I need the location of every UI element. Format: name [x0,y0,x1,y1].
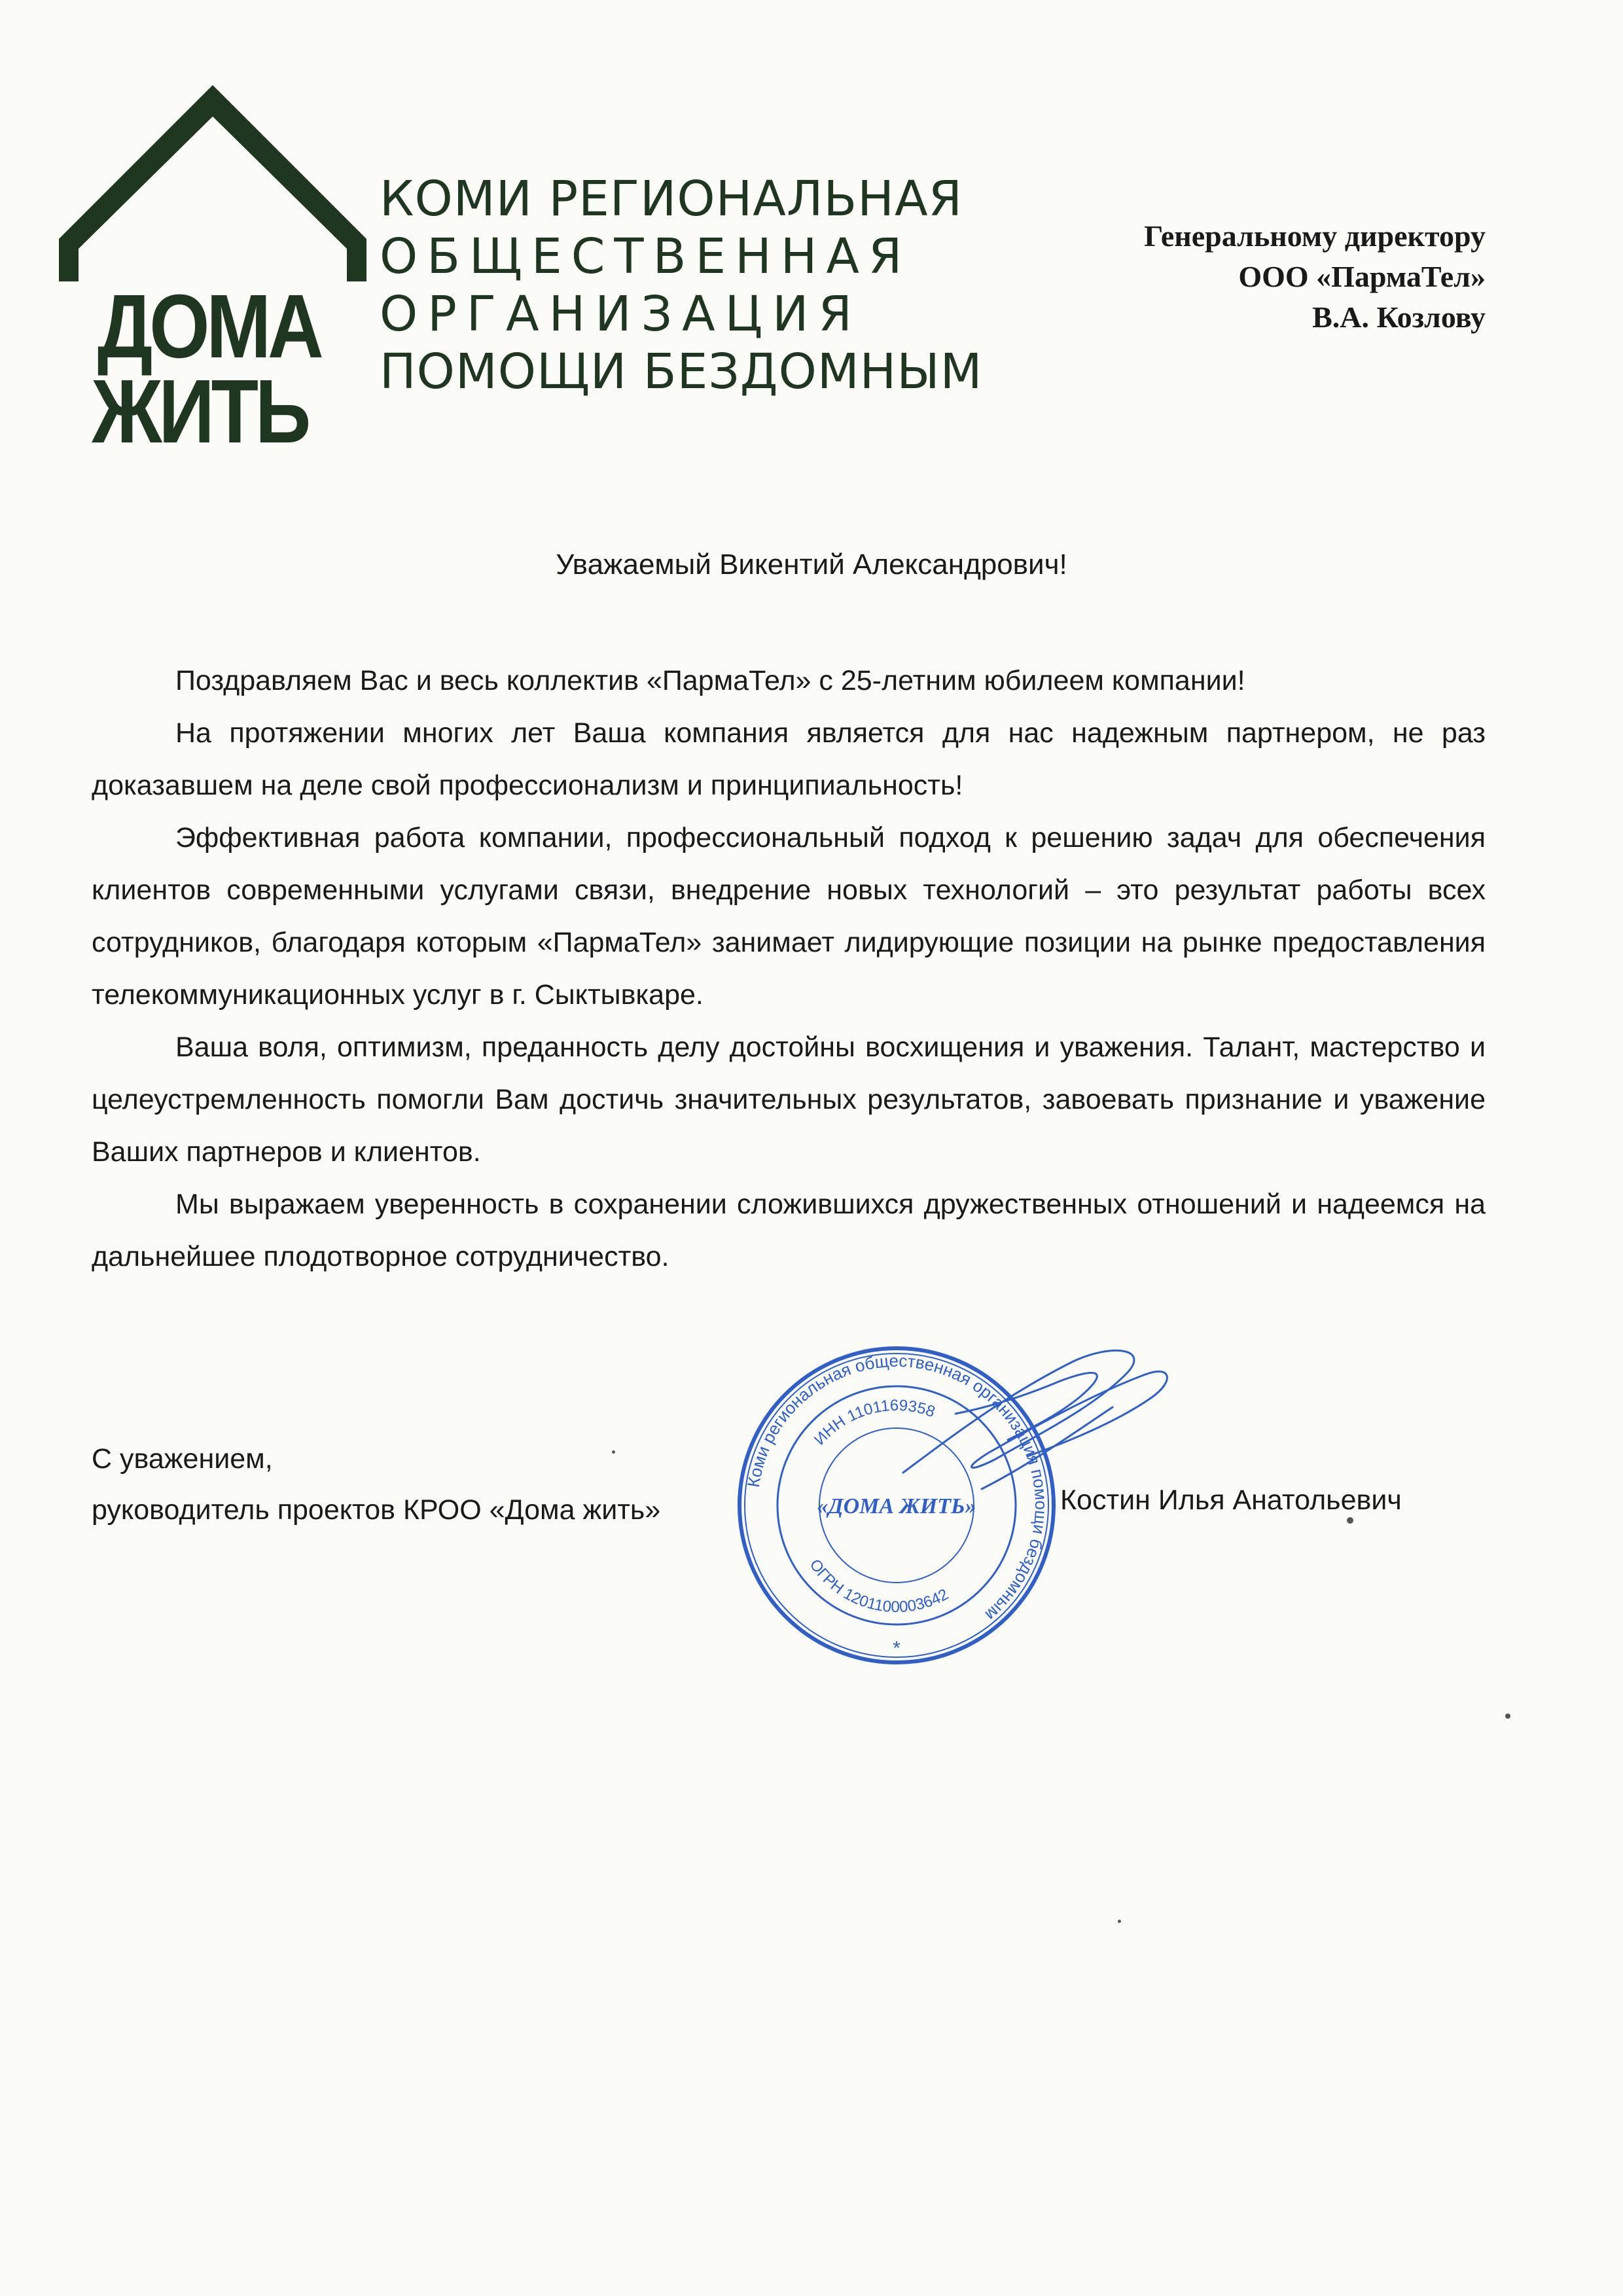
signer-name: Костин Илья Анатольевич [1060,1484,1402,1516]
scan-speck [612,1450,615,1454]
letter-body [92,655,1486,1283]
closing-position: руководитель проектов КРОО «Дома жить» [92,1494,661,1526]
addressee-company: ООО «ПармаТел» [1238,260,1486,293]
addressee-title: Генеральному директору [1144,219,1486,253]
scan-speck [1505,1713,1510,1719]
stamp-outer-text: Коми региональная общественная организация помощи бездомным [743,1350,1052,1625]
scan-speck [1347,1517,1353,1524]
handwritten-signature [877,1335,1191,1505]
organization-logo [59,85,983,462]
stamp-star: * [893,1638,901,1659]
scan-speck [1118,1920,1121,1923]
org-name-line: ОРГАНИЗАЦИЯ [380,286,862,342]
salutation: Уважаемый Викентий Александрович! [556,548,1067,581]
stamp-center-text: «ДОМА ЖИТЬ» [817,1494,976,1518]
body-paragraph: Ваша воля, оптимизм, преданность делу достойны восхищения и уважения. Талант, мастерство и целеустремленность помогли Вам достичь значительных результатов, завоевать признание и уважение Ваших партнеров и клиентов. [92,1031,1486,1168]
addressee-block [1144,216,1486,338]
body-paragraph: Поздравляем Вас и весь коллектив «ПармаТел» с 25-летним юбилеем компании! [175,665,1245,696]
logo-word-line1: ДОМА [97,276,321,377]
body-paragraph: Мы выражаем уверенность в сохранении сложившихся дружественных отношений и надеемся на дальнейшее плодотворное сотрудничество. [92,1189,1486,1272]
org-name-line: ОБЩЕСТВЕННАЯ [380,228,912,285]
closing-block [92,1433,660,1535]
organization-name [380,170,983,401]
closing-regards: С уважением, [92,1443,273,1475]
stamp-inn: ИНН 1101169358 [810,1396,938,1449]
org-name-line: КОМИ РЕГИОНАЛЬНАЯ [380,171,963,227]
stamp-ogrn: ОГРН 1201100003642 [806,1556,952,1617]
org-name-line: ПОМОЩИ БЕЗДОМНЫМ [380,344,983,400]
body-paragraph: Эффективная работа компании, профессиональный подход к решению задач для обеспечения клиентов современными услугами связи, внедрение новых технологий – это результат работы всех сотрудников, благодаря которым «ПармаТел» занимает лидирующие позиции на рынке предоставления телекоммуникационных услуг в г. Сыктывкаре. [92,822,1486,1011]
body-paragraph: На протяжении многих лет Ваша компания является для нас надежным партнером, не раз доказавшем на деле свой профессионализм и принципиальность! [92,717,1486,801]
logo-word-line2: ЖИТЬ [92,361,308,462]
addressee-name: В.А. Козлову [1312,300,1486,334]
